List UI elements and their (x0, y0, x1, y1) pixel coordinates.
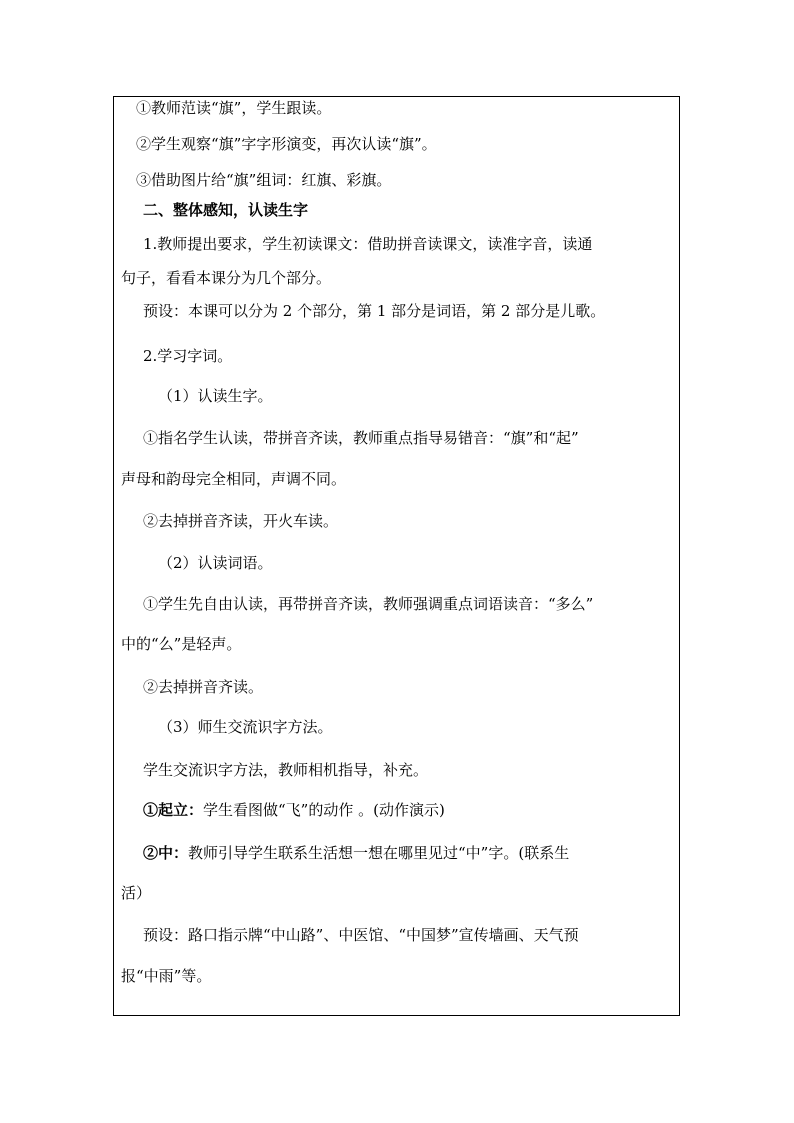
text-segment: 教师引导学生联系生活想一想在哪里见过“中”字。(联系生 (188, 844, 570, 862)
text-line: ①教师范读“旗”，学生跟读。 (136, 99, 332, 117)
text-line: 2.学习字词。 (143, 347, 233, 365)
text-line (143, 843, 794, 863)
text-line: ②学生观察“旗”字字形演变，再次认读“旗”。 (136, 135, 437, 153)
text-segment: 学生看图做“飞”的动作 。(动作演示) (203, 801, 445, 819)
text-line: 中的“么”是轻声。 (121, 635, 242, 653)
text-line: ①指名学生认读，带拼音齐读，教师重点指导易错音：“旗”和“起” (143, 429, 579, 447)
text-line: 1.教师提出要求，学生初读课文：借助拼音读课文，读准字音，读通 (143, 235, 593, 253)
label-qili: ①起立： (143, 801, 204, 819)
text-line: （1）认读生字。 (158, 387, 273, 405)
text-line: 学生交流识字方法，教师相机指导，补充。 (143, 761, 429, 779)
text-line: 句子，看看本课分为几个部分。 (121, 269, 332, 287)
text-line: 预设：本课可以分为 2 个部分，第 1 部分是词语，第 2 部分是儿歌。 (143, 302, 606, 320)
text-line: 报“中雨”等。 (121, 967, 212, 985)
text-line: ③借助图片给“旗”组词：红旗、彩旗。 (136, 171, 392, 189)
text-line: （2）认读词语。 (158, 554, 273, 572)
text-line: ②去掉拼音齐读。 (143, 678, 264, 696)
label-zhong: ②中： (143, 844, 189, 862)
text-line: 声母和韵母完全相同，声调不同。 (121, 470, 347, 488)
text-line: 预设：路口指示牌“中山路”、中医馆、“中国梦”宣传墙画、天气预 (143, 926, 579, 944)
text-line: ①学生先自由认读，再带拼音齐读，教师强调重点词语读音：“多么” (143, 595, 594, 613)
text-line: 活） (121, 884, 152, 902)
section-heading: 二、整体感知，认读生字 (143, 201, 309, 219)
text-line (143, 800, 794, 820)
text-line: ②去掉拼音齐读，开火车读。 (143, 512, 339, 530)
text-line: （3）师生交流识字方法。 (158, 718, 333, 736)
